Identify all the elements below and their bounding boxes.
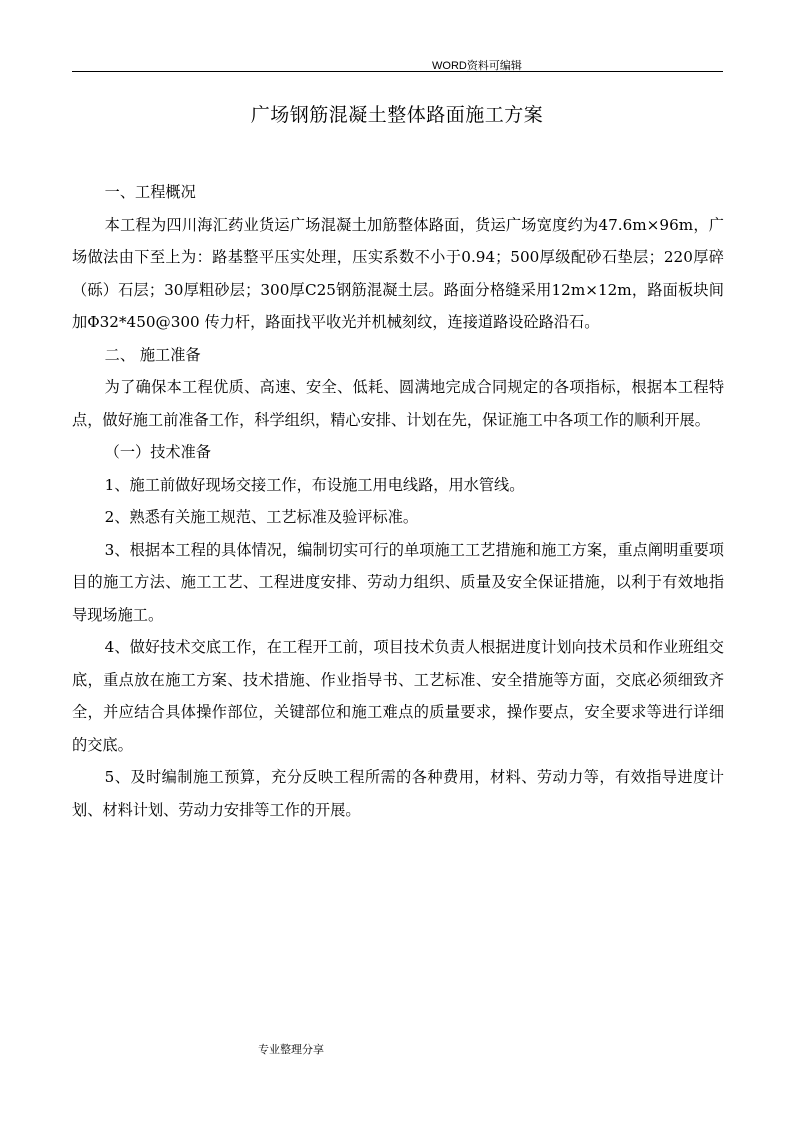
list-item-3: 3、根据本工程的具体情况，编制切实可行的单项施工工艺措施和施工方案，重点阐明重要项目的施工方法、施工工艺、工程进度安排、劳动力组织、质量及安全保证措施，以利于有效地指导现场施工。	[72, 540, 724, 624]
paragraph-preparation: 为了确保本工程优质、高速、安全、低耗、圆满地完成合同规定的各项指标，根据本工程特点，做好施工前准备工作，科学组织，精心安排、计划在先，保证施工中各项工作的顺利开展。	[72, 378, 724, 429]
document-body	[72, 176, 724, 826]
list-item-4: 4、做好技术交底工作，在工程开工前，项目技术负责人根据进度计划向技术员和作业班组交底，重点放在施工方案、技术措施、作业指导书、工艺标准、安全措施等方面，交底必须细致齐全，并应结合具体操作部位，关键部位和施工难点的质量要求，操作要点，安全要求等进行详细的交底。	[72, 638, 724, 754]
list-item-1: 1、施工前做好现场交接工作，布设施工用电线路，用水管线。	[104, 475, 525, 494]
list-item-5: 5、及时编制施工预算，充分反映工程所需的各种费用，材料、劳动力等，有效指导进度计划、材料计划、劳动力安排等工作的开展。	[72, 768, 724, 819]
section-heading-preparation: 二、 施工准备	[104, 345, 201, 364]
page-footer-text: 专业整理分享	[258, 1044, 324, 1056]
list-item-2: 2、熟悉有关施工规范、工艺标准及验评标准。	[104, 508, 419, 526]
document-title: 广场钢筋混凝土整体路面施工方案	[250, 104, 544, 126]
page-header-text: WORD资料可编辑	[432, 60, 522, 72]
section-heading-overview: 一、工程概况	[104, 183, 196, 201]
subsection-heading-technical: （一）技术准备	[104, 443, 211, 461]
header-divider	[72, 71, 723, 72]
paragraph-overview: 本工程为四川海汇药业货运广场混凝土加筋整体路面，货运广场宽度约为47.6m×96m，广场做法由下至上为：路基整平压实处理，压实系数不小于0.94；500厚级配砂石垫层；220厚碎（砾）石层；30厚粗砂层；300厚C25钢筋混凝土层。路面分格缝采用12m×12m，路面板块间加Φ32*450@300 传力杆，路面找平收光并机械刻纹，连接道路设砼路沿石。	[72, 215, 724, 331]
